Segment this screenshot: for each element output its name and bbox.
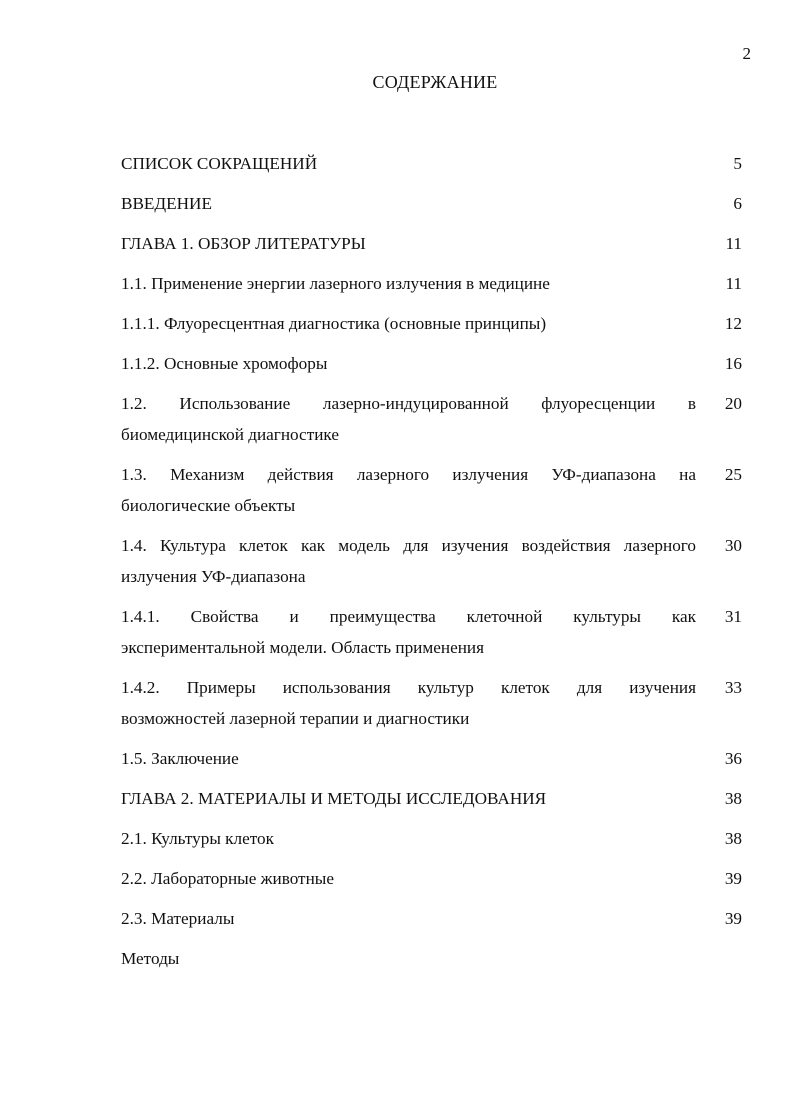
toc-entry bbox=[121, 530, 742, 592]
toc-entry bbox=[121, 459, 742, 521]
page-number: 2 bbox=[742, 44, 751, 63]
toc-entry bbox=[121, 903, 742, 934]
toc-entry-text: 2.2. Лабораторные животные bbox=[121, 869, 334, 888]
toc-entry bbox=[121, 783, 742, 814]
toc-entry-text: ГЛАВА 2. МАТЕРИАЛЫ И МЕТОДЫ ИССЛЕДОВАНИЯ bbox=[121, 789, 547, 808]
toc-entry-page: 16 bbox=[724, 354, 742, 373]
toc-entry-text bbox=[121, 530, 696, 592]
toc-entry-text: 1.5. Заключение bbox=[121, 749, 239, 768]
toc-entry-line2: биомедицинской диагностике bbox=[121, 425, 339, 444]
toc-entry bbox=[121, 228, 742, 259]
toc-entry-line2: возможностей лазерной терапии и диагностики bbox=[121, 709, 470, 728]
toc-entry-page: 38 bbox=[724, 829, 742, 848]
toc-entry-text bbox=[121, 388, 696, 450]
toc-entry bbox=[121, 348, 742, 379]
toc-entry-text bbox=[121, 672, 696, 734]
toc-entry-page: 39 bbox=[724, 909, 742, 928]
toc-entry-page: 31 bbox=[724, 607, 742, 626]
toc-entry-text: СПИСОК СОКРАЩЕНИЙ bbox=[121, 154, 318, 173]
toc-entry-page: 11 bbox=[725, 234, 742, 253]
toc-entry bbox=[121, 743, 742, 774]
toc-entry-text: ГЛАВА 1. ОБЗОР ЛИТЕРАТУРЫ bbox=[121, 234, 366, 253]
toc-entry-line1: 1.4.1. Свойства и преимущества клеточной культуры как bbox=[121, 607, 696, 626]
toc-entry-page: 38 bbox=[724, 789, 742, 808]
toc-entry-page: 6 bbox=[733, 194, 742, 213]
toc-entry-line2: экспериментальной модели. Область применения bbox=[121, 638, 485, 657]
toc-entry-page: 5 bbox=[733, 154, 742, 173]
toc-entry-line2: биологические объекты bbox=[121, 496, 296, 515]
toc-entry bbox=[121, 672, 742, 734]
toc-entry bbox=[121, 308, 742, 339]
toc-entry-line1: 1.2. Использование лазерно-индуцированной флуоресценции в bbox=[121, 394, 696, 413]
toc-entry-line1: 1.4. Культура клеток как модель для изучения воздействия лазерного bbox=[121, 536, 696, 555]
toc-entry-page: 20 bbox=[724, 394, 742, 413]
toc-entry-page: 39 bbox=[724, 869, 742, 888]
toc-entry-page: 36 bbox=[724, 749, 742, 768]
toc-entry bbox=[121, 823, 742, 854]
toc-entry-text bbox=[121, 601, 696, 663]
toc-entry-text bbox=[121, 459, 696, 521]
toc-entry-text: 2.3. Материалы bbox=[121, 909, 235, 928]
toc-entry bbox=[121, 148, 742, 179]
table-of-contents bbox=[121, 148, 742, 974]
toc-entry bbox=[121, 188, 742, 219]
toc-entry-line2: излучения УФ-диапазона bbox=[121, 567, 306, 586]
toc-entry bbox=[121, 268, 742, 299]
toc-entry-text: 1.1.2. Основные хромофоры bbox=[121, 354, 328, 373]
toc-entry-page: 25 bbox=[724, 465, 742, 484]
toc-entry-text: 1.1. Применение энергии лазерного излучения в медицине bbox=[121, 274, 550, 293]
toc-entry-line1: 1.3. Механизм действия лазерного излучения УФ-диапазона на bbox=[121, 465, 696, 484]
toc-entry bbox=[121, 601, 742, 663]
page-title: СОДЕРЖАНИЕ bbox=[372, 72, 498, 92]
toc-entry bbox=[121, 388, 742, 450]
toc-entry-page: 30 bbox=[724, 536, 742, 555]
toc-entry-page: 33 bbox=[724, 678, 742, 697]
toc-entry bbox=[121, 863, 742, 894]
toc-entry-line1: 1.4.2. Примеры использования культур клеток для изучения bbox=[121, 678, 696, 697]
trailing-text: Методы bbox=[121, 949, 180, 968]
toc-entry-page: 12 bbox=[724, 314, 742, 333]
toc-entry-text: ВВЕДЕНИЕ bbox=[121, 194, 212, 213]
toc-entry-text: 2.1. Культуры клеток bbox=[121, 829, 274, 848]
toc-entry-text: 1.1.1. Флуоресцентная диагностика (основные принципы) bbox=[121, 314, 547, 333]
toc-entry-page: 11 bbox=[725, 274, 742, 293]
